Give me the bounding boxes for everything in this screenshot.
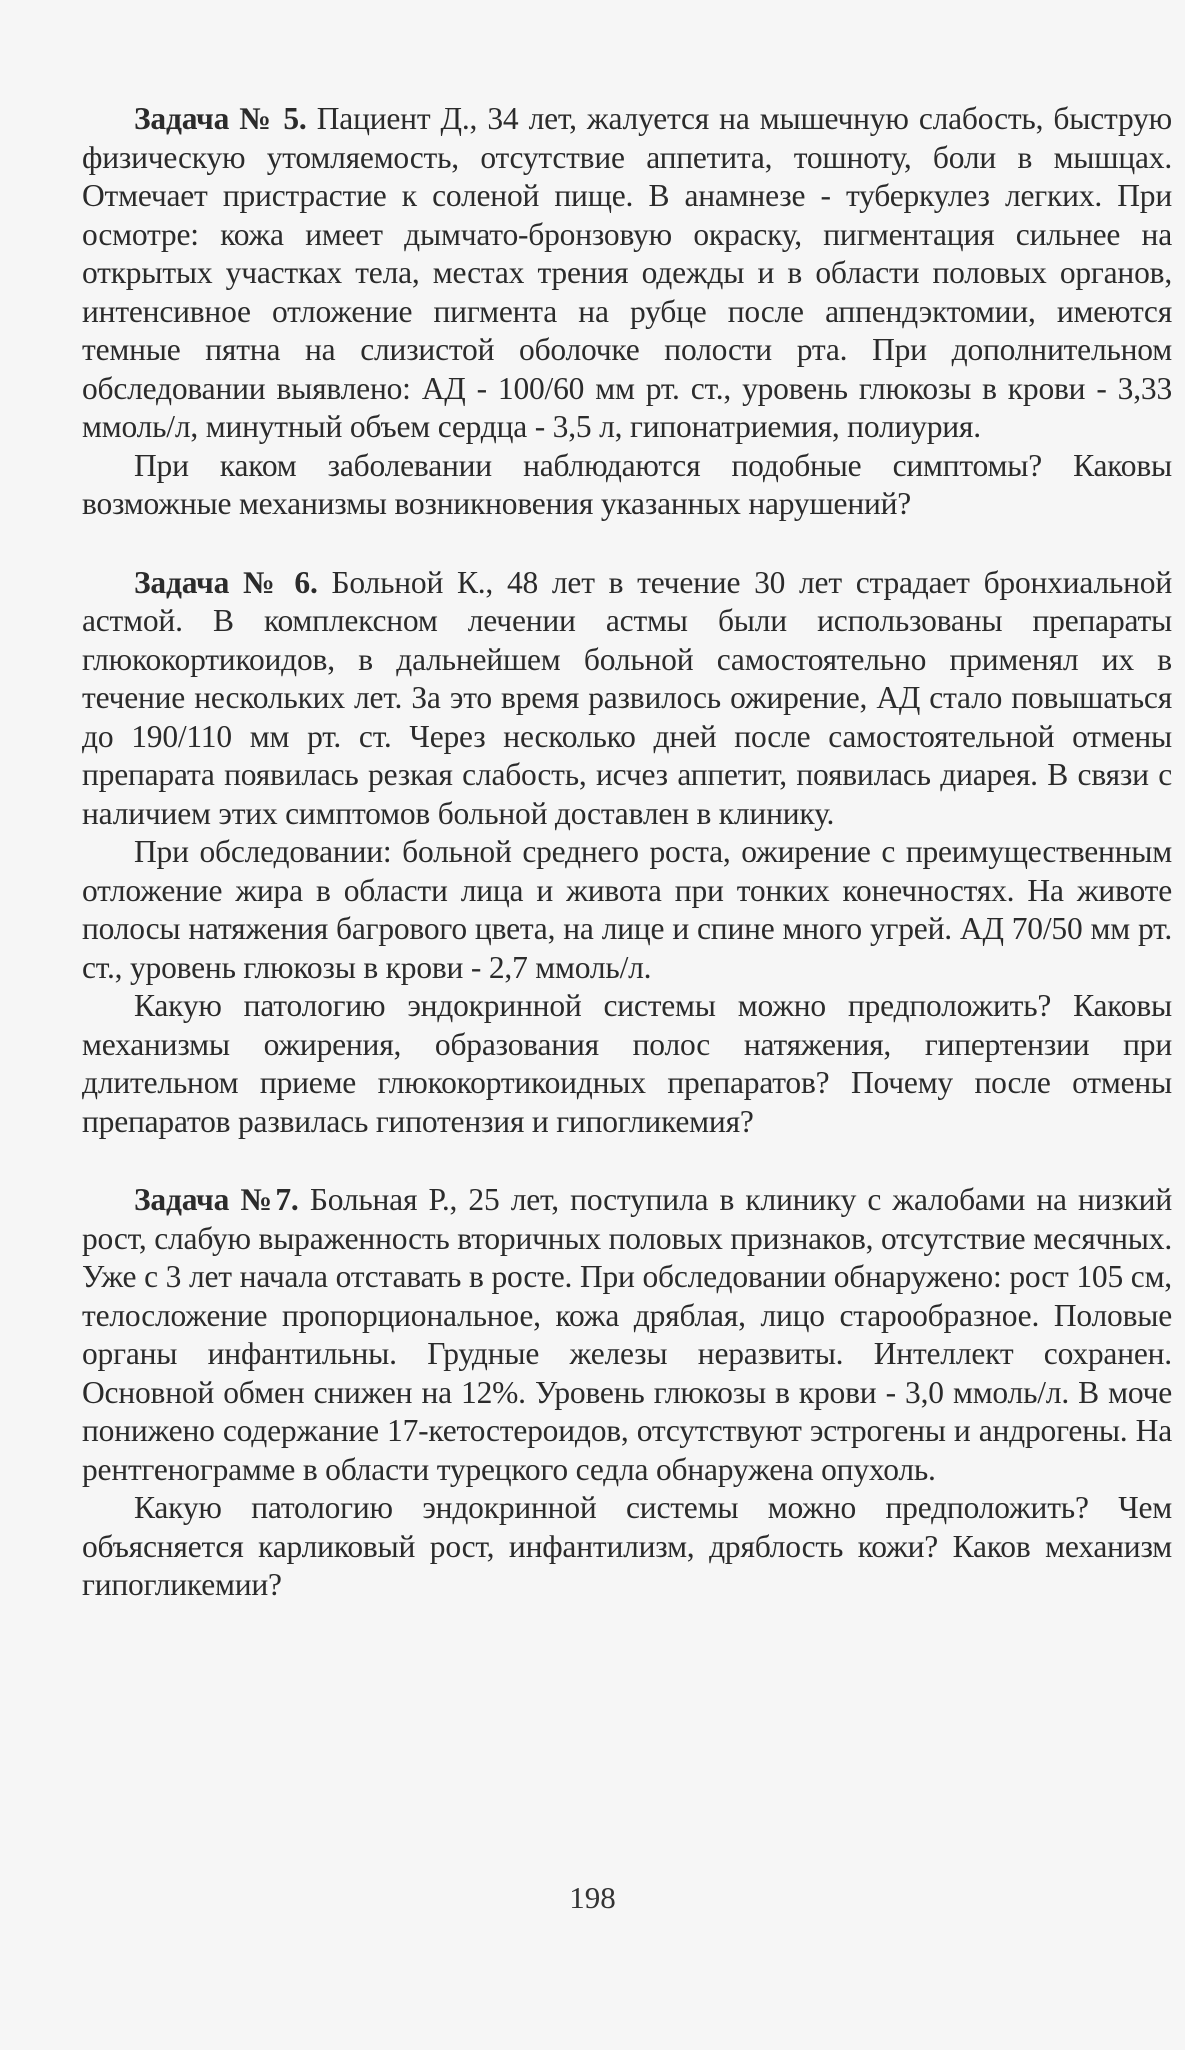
problem-6-text-1: Больной К., 48 лет в течение 30 лет страдает бронхиальной астмой. В комплексном лечении астмы были использованы препараты глюкокортикоидов, в дальнейшем больной самостоятельно применял их в течение нескольких лет. За это время развилось ожирение, АД стало повышаться до 190/110 мм рт. ст. Через несколько дней после самостоятельной отмены препарата появилась резкая слабость, исчез аппетит, появилась диарея. В связи с наличием этих симптомов больной доставлен в клинику. — [82, 564, 1172, 831]
problem-7-text-1: Больная Р., 25 лет, поступила в клинику с жалобами на низкий рост, слабую выраженность вторичных половых признаков, отсутствие месячных. Уже с 3 лет начала отставать в росте. При обследовании обнаружено: рост 105 см, телосложение пропорциональное, кожа дряблая, лицо старообразное. Половые органы инфантильны. Грудные железы неразвиты. Интеллект сохранен. Основной обмен снижен на 12%. Уровень глюкозы в крови - 3,0 ммоль/л. В моче понижено содержание 17-кетостероидов, отсутствуют эстрогены и андрогены. На рентгенограмме в области турецкого седла обнаружена опухоль. — [82, 1182, 1172, 1487]
page-number: 198 — [569, 1880, 616, 1915]
problem-6-paragraph-1 — [82, 564, 1172, 834]
problem-5-text-1: Пациент Д., 34 лет, жалуется на мышечную слабость, быструю физическую утомляемость, отсутствие аппетита, тошноту, боли в мышцах. Отмечает пристрастие к соленой пище. В анамнезе - туберкулез легких. При осмотре: кожа имеет дымчато-бронзовую окраску, пигментация сильнее на открытых участках тела, местах трения одежды и в области половых органов, интенсивное отложение пигмента на рубце после аппендэктомии, имеются темные пятна на слизистой оболочке полости рта. При дополнительном обследовании выявлено: АД - 100/60 мм рт. ст., уровень глюкозы в крови - 3,33 ммоль/л, минутный объем сердца - 3,5 л, гипонатриемия, полиурия. — [82, 101, 1172, 444]
problem-5-title: Задача № 5. — [134, 101, 307, 136]
problem-7-question: Какую патологию эндокринной системы можно предположить? Чем объясняется карликовый рост, инфантилизм, дряблость кожи? Каков механизм гипогликемии? — [82, 1490, 1172, 1602]
problem-6-title: Задача № 6. — [134, 564, 318, 600]
problem-5 — [82, 100, 1172, 524]
page-content — [82, 100, 1172, 1605]
problem-6-question: Какую патологию эндокринной системы можно предположить? Каковы механизмы ожирения, образования полос натяжения, гипертензии при длительном приеме глюкокортикоидных препаратов? Почему после отмены препаратов развилась гипотензия и гипогликемия? — [82, 988, 1172, 1139]
problem-7 — [82, 1181, 1172, 1605]
problem-5-question: При каком заболевании наблюдаются подобные симптомы? Каковы возможные механизмы возникновения указанных нарушений? — [82, 447, 1172, 521]
problem-7-paragraph-1 — [82, 1181, 1172, 1489]
problem-5-paragraph-1 — [82, 100, 1172, 447]
problem-7-title: Задача №7. — [134, 1182, 299, 1217]
problem-6 — [82, 564, 1172, 1142]
problem-6-examination: При обследовании: больной среднего роста, ожирение с преимущественным отложение жира в области лица и живота при тонких конечностях. На животе полосы натяжения багрового цвета, на лице и спине много угрей. АД 70/50 мм рт. ст., уровень глюкозы в крови - 2,7 ммоль/л. — [82, 834, 1172, 985]
